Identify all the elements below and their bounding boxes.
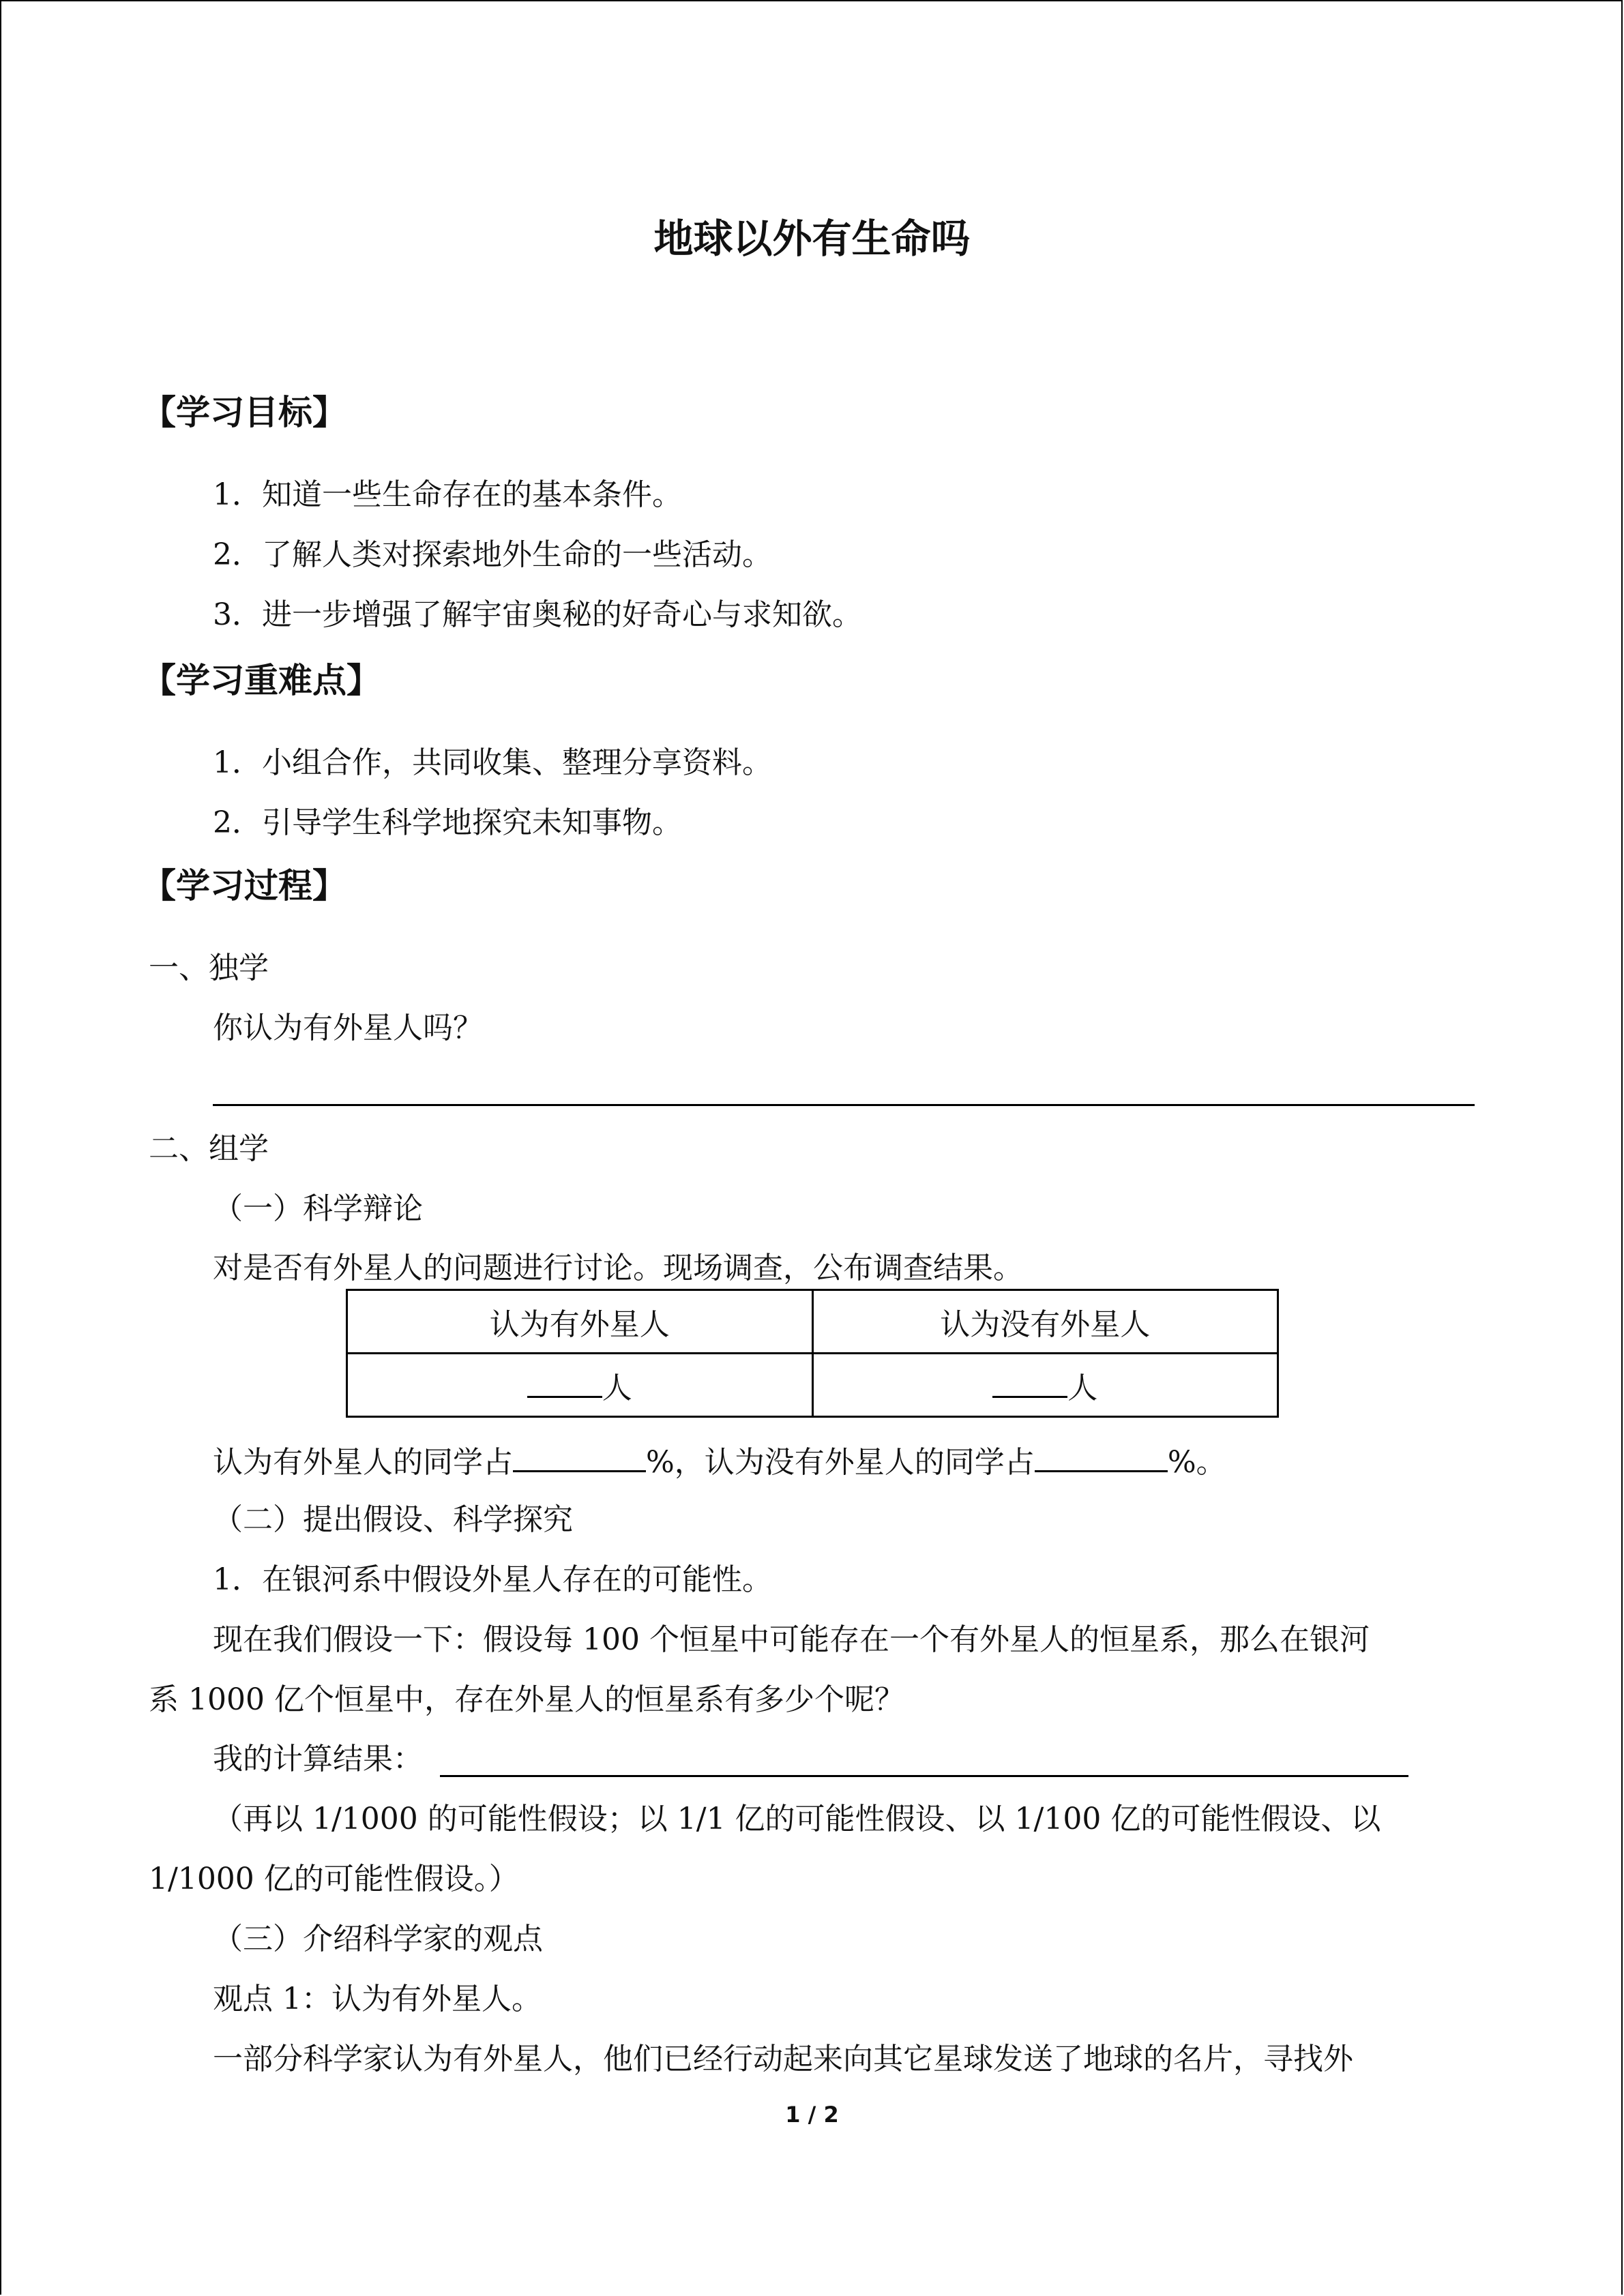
result-label: 我的计算结果： [213,1742,423,1776]
unit-label: 人 [1067,1371,1098,1405]
percent-blank-no[interactable] [1035,1440,1168,1472]
objectives-heading: 【学习目标】 [142,393,346,432]
hypothesis-item1: 1．在银河系中假设外星人存在的可能性。 [213,1562,772,1597]
objective-item: 2．了解人类对探索地外生命的一些活动。 [213,537,772,572]
page-number: 1 / 2 [785,2102,839,2128]
hypothesis-note-1: （再以 1/1000 的可能性假设；以 1/1 亿的可能性假设、以 1/100 亿的可能性假设、以 [213,1802,1381,1836]
hypothesis-para-1: 现在我们假设一下：假设每 100 个恒星中可能存在一个有外星人的恒星系，那么在银河 [213,1622,1370,1657]
key-point-item: 1．小组合作，共同收集、整理分享资料。 [213,745,772,780]
debate-label: （一）科学辩论 [213,1191,423,1226]
hypothesis-note-2: 1/1000 亿的可能性假设。） [149,1862,519,1896]
count-blank[interactable] [992,1366,1067,1398]
survey-cell-yes[interactable] [347,1354,813,1417]
view1-text: 一部分科学家认为有外星人，他们已经行动起来向其它星球发送了地球的名片，寻找外 [213,2042,1353,2076]
part2-label: 二、组学 [149,1131,269,1166]
scientists-label: （三）介绍科学家的观点 [213,1922,543,1956]
objective-item: 3．进一步增强了解宇宙奥秘的好奇心与求知欲。 [213,597,862,632]
process-heading: 【学习过程】 [142,866,346,906]
hypothesis-para-2: 系 1000 亿个恒星中，存在外星人的恒星系有多少个呢？ [149,1682,904,1717]
count-blank[interactable] [527,1366,602,1398]
percent-blank-yes[interactable] [513,1440,646,1472]
survey-cell-no[interactable] [812,1354,1278,1417]
hypothesis-label: （二）提出假设、科学探究 [213,1502,573,1537]
part1-question: 你认为有外星人吗？ [213,1011,483,1045]
percent-line: 认为有外星人的同学占 %，认为没有外星人的同学占 %。 [213,1440,1226,1483]
objective-item: 1．知道一些生命存在的基本条件。 [213,477,682,512]
key-point-item: 2．引导学生科学地探究未知事物。 [213,805,682,840]
key-points-heading: 【学习重难点】 [142,661,381,700]
answer-line[interactable] [213,1104,1475,1106]
survey-table [346,1289,1279,1418]
debate-intro: 对是否有外星人的问题进行讨论。现场调查，公布调查结果。 [213,1251,1023,1285]
part1-label: 一、独学 [149,951,269,985]
survey-header-no: 认为没有外星人 [812,1290,1278,1354]
result-answer-line[interactable] [440,1775,1408,1777]
unit-label: 人 [602,1371,632,1405]
page-title: 地球以外有生命吗 [653,215,971,262]
survey-header-yes: 认为有外星人 [347,1290,813,1354]
view1-label: 观点 1：认为有外星人。 [213,1982,542,2016]
